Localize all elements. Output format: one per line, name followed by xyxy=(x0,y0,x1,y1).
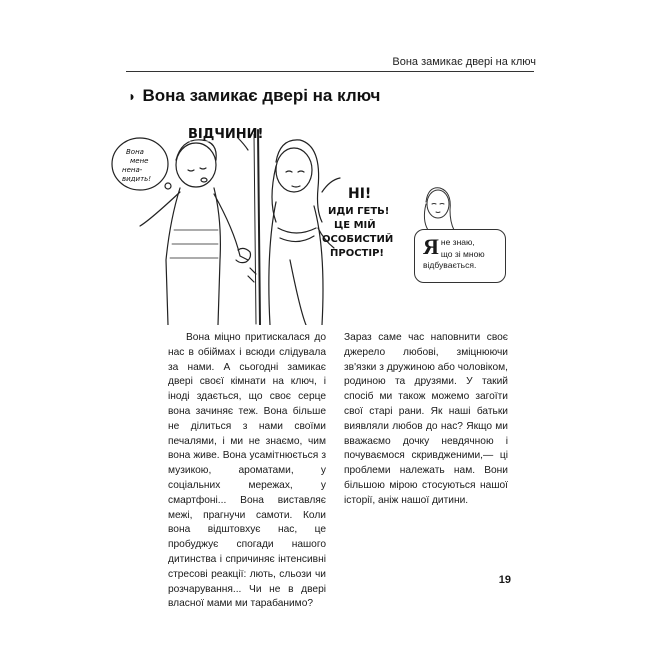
body-text-right-column: Зараз саме час наповнити своє джерело любові, зміцнюючи зв'язки з дружиною або чоловіком, родиною та друзями. У такий спосіб ми також можемо загоїти свої старі рани. Як наші батьки виявляли любов до нас? Якщо ми вважаємо дочку невдячною і почуваємося скривдженими,— ці проблеми належать нам. Вони більшою мірою стосуються нашої історії, аніж нашої дитини. xyxy=(344,332,508,506)
section-bullet-icon: ◗ xyxy=(128,88,137,104)
body-text-left-column: Вона міцно притискалася до нас в обіймах і всюди слідувала за нами. А сьогодні замикає двері своєї кімнати на ключ, і іноді здається, що своє серце вона зачиняє теж. Вона більше не ділиться з нами своїми печалями, і ми не знаємо, чим вона живе. Вона усамітнюється з музикою, ароматами, у соціальних мережах, у смартфоні... Вона виставляє межі, прагнучи самоти. Коли вона відштовхує нас, це пробуджує спогади нашого дитинства і спричиняє інтенсивні стресові реакції: лють, сльози чи розчарування... Чи не в двері власної мами ми тарабанимо? xyxy=(168,332,326,610)
shout-text: ВІДЧИНИ! xyxy=(188,127,264,142)
thought-line-4: видить! xyxy=(122,175,152,183)
page-number: 19 xyxy=(498,574,511,586)
running-head: Вона замикає двері на ключ xyxy=(392,56,536,68)
reply-line-5: ПРОСТІР! xyxy=(330,248,384,259)
thought-line-3: нена- xyxy=(122,166,143,174)
reply-line-2: ИДИ ГЕТЬ! xyxy=(328,206,390,217)
thought-line-2: мене xyxy=(130,157,149,165)
section-title xyxy=(128,86,380,106)
quote-initial: Я xyxy=(423,234,439,259)
section-title-text: Вона замикає двері на ключ xyxy=(142,86,381,105)
reply-line-4: ОСОБИСТИЙ xyxy=(322,234,394,245)
header-divider xyxy=(126,71,534,72)
quote-line-3: відбувається. xyxy=(423,260,477,270)
comic-illustration xyxy=(110,110,410,325)
quote-line-1: не знаю, xyxy=(440,237,475,247)
thought-line-1: Вона xyxy=(126,148,144,156)
reply-line-1: НІ! xyxy=(348,186,372,202)
side-quote-box xyxy=(414,229,506,283)
quote-line-2: що зі мною xyxy=(440,248,485,259)
reply-line-3: ЦЕ МІЙ xyxy=(334,220,376,231)
